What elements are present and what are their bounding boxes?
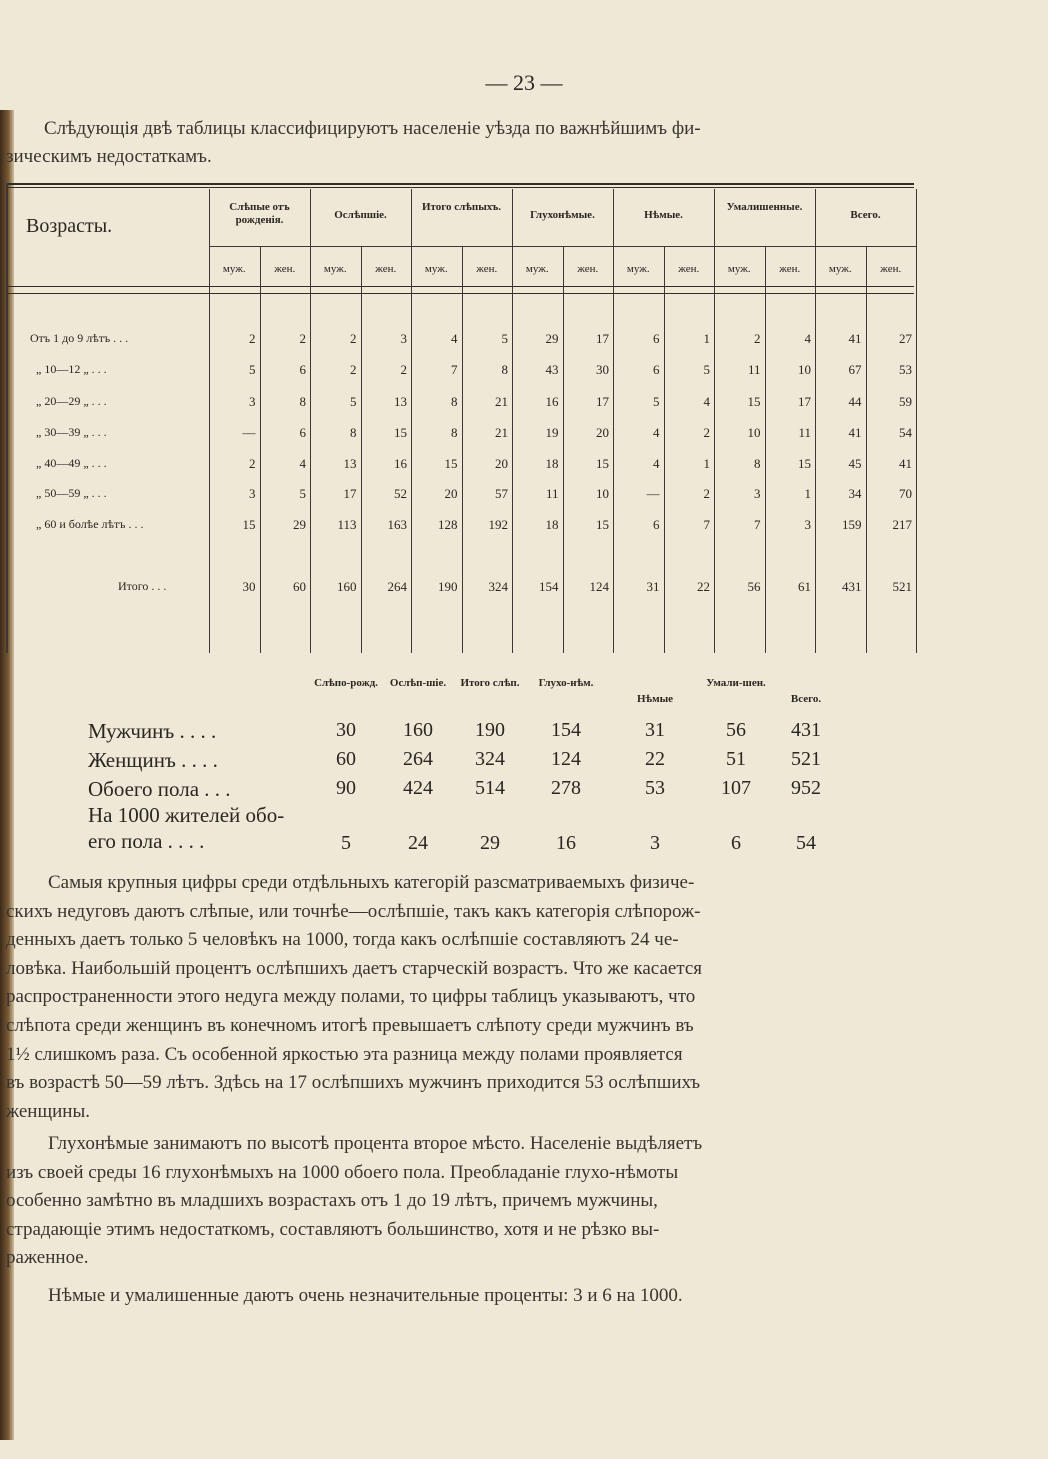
table-cell: 2 — [400, 362, 407, 377]
table-cell: 128 — [438, 517, 458, 532]
column-rule — [866, 247, 867, 653]
summary-cell: 90 — [336, 777, 356, 799]
summary-row-label: На 1000 жителей обо- — [88, 803, 285, 827]
text-line: ловѣка. Наибольшій процентъ ослѣпшихъ даетъ старческій возрастъ. Что же касается — [6, 957, 703, 979]
table-cell: 11 — [798, 425, 811, 440]
summary-cell: 30 — [336, 719, 356, 741]
summary-cell: 431 — [791, 719, 821, 741]
female-subheader: жен. — [577, 263, 599, 275]
summary-cell: 29 — [480, 832, 500, 854]
header-divider — [209, 246, 916, 247]
male-subheader: муж. — [828, 263, 852, 275]
table-cell: 20 — [495, 456, 508, 471]
table-cell: 217 — [892, 517, 912, 532]
group-header: Итого слѣпыхъ. — [421, 201, 502, 213]
table-cell: 4 — [653, 425, 660, 440]
column-rule — [714, 189, 715, 653]
table-cell: 59 — [899, 394, 912, 409]
table-cell: 5 — [653, 394, 660, 409]
column-rule — [209, 189, 210, 653]
text-line: раженное. — [6, 1247, 89, 1269]
summary-header: Ослѣп-шіе. — [389, 677, 447, 689]
text-line: въ возрастѣ 50—59 лѣтъ. Здѣсь на 17 ослѣпшихъ мужчинъ приходится 53 ослѣпшихъ — [6, 1072, 701, 1094]
table-cell: 6 — [299, 425, 306, 440]
table-cell: 70 — [899, 486, 912, 501]
row-label: „ 10—12 „ . . . — [36, 362, 107, 376]
table-cell: 30 — [596, 362, 609, 377]
table-cell: 2 — [703, 486, 710, 501]
table-cell: 15 — [242, 517, 256, 532]
table-cell: 3 — [249, 394, 256, 409]
summary-header: Слѣпо-рожд. — [314, 677, 378, 689]
group-header: Слѣпые отъ рожденія. — [229, 201, 290, 226]
summary-header: Итого слѣп. — [460, 677, 520, 689]
text-line: особенно замѣтно въ младшихъ возрастахъ отъ 1 до 19 лѣтъ, причемъ мужчины, — [6, 1190, 658, 1212]
table-cell: 8 — [754, 456, 761, 471]
summary-cell: 53 — [645, 777, 665, 799]
summary-cell: 124 — [551, 748, 581, 770]
summary-row-label: его пола . . . . — [88, 829, 205, 853]
table-cell: 7 — [451, 362, 458, 377]
text-line: распространенности этого недуга между полами, то цифры таблицъ указываютъ, что — [6, 986, 696, 1008]
table-cell: 52 — [394, 486, 407, 501]
group-header: Всего. — [850, 209, 881, 221]
summary-row-label: Женщинъ . . . . — [88, 748, 218, 772]
total-cell: 521 — [892, 579, 912, 594]
summary-cell: 60 — [336, 748, 356, 770]
row-label: „ 20—29 „ . . . — [36, 394, 107, 408]
table-cell: 4 — [299, 456, 306, 471]
text-line: страдающіе этимъ недостаткомъ, составляютъ большинство, хотя и не рѣзко вы- — [6, 1218, 660, 1240]
group-header: Умалишенные. — [726, 201, 803, 213]
table-cell: 44 — [848, 394, 862, 409]
table-cell: 5 — [350, 394, 357, 409]
table-cell: 2 — [754, 331, 761, 346]
female-subheader: жен. — [375, 263, 397, 275]
table-cell: 6 — [653, 362, 660, 377]
text-line: изъ своей среды 16 глухонѣмыхъ на 1000 обоего пола. Преобладаніе глухо-нѣмоты — [6, 1161, 679, 1183]
summary-cell: 514 — [475, 777, 505, 799]
total-cell: 431 — [842, 579, 862, 594]
disabilities-by-age-table — [6, 183, 914, 656]
table-cell: 6 — [653, 517, 660, 532]
column-rule — [664, 247, 665, 653]
group-header: Ослѣпшіе. — [334, 209, 387, 221]
summary-cell: 31 — [645, 719, 665, 741]
total-cell: 61 — [798, 579, 811, 594]
table-cell: 4 — [451, 331, 458, 346]
summary-cell: 324 — [475, 748, 505, 770]
table-cell: 3 — [754, 486, 761, 501]
summary-header: Глухо-нѣм. — [538, 677, 594, 689]
table-cell: 8 — [451, 394, 458, 409]
column-rule — [765, 247, 766, 653]
row-label: Отъ 1 до 9 лѣтъ . . . — [30, 331, 129, 345]
table-cell: 2 — [703, 425, 710, 440]
summary-cell: 56 — [726, 719, 746, 741]
table-cell: 11 — [545, 486, 559, 501]
table-cell: 2 — [350, 362, 357, 377]
male-subheader: муж. — [727, 263, 751, 275]
page-number: — 23 — — [485, 70, 563, 95]
summary-cell: 278 — [551, 777, 581, 799]
group-header: Глухонѣмые. — [530, 209, 595, 221]
summary-cell: 521 — [791, 748, 821, 770]
male-subheader: муж. — [626, 263, 650, 275]
row-label: „ 60 и болѣе лѣтъ . . . — [36, 517, 144, 531]
table-cell: 2 — [299, 331, 306, 346]
summary-cell: 5 — [341, 832, 351, 854]
table-cell: 1 — [703, 331, 710, 346]
table-cell: 20 — [596, 425, 609, 440]
column-rule — [815, 189, 816, 653]
table-cell: 16 — [545, 394, 559, 409]
text-line: денныхъ даетъ только 5 человѣкъ на 1000, тогда какъ ослѣпшіе составляютъ 24 че- — [6, 929, 679, 951]
row-label: „ 30—39 „ . . . — [36, 425, 107, 439]
table-cell: 8 — [501, 362, 508, 377]
table-cell: 15 — [394, 425, 407, 440]
table-cell: 21 — [495, 425, 508, 440]
female-subheader: жен. — [274, 263, 296, 275]
table-cell: 53 — [899, 362, 912, 377]
male-subheader: муж. — [323, 263, 347, 275]
summary-cell: 190 — [475, 719, 505, 741]
table-cell: 10 — [747, 425, 761, 440]
summary-row-label: Мужчинъ . . . . — [88, 719, 217, 743]
table-cell: 57 — [495, 486, 508, 501]
text-line: Глухонѣмые занимаютъ по высотѣ процента второе мѣсто. Населеніе выдѣляетъ — [48, 1133, 703, 1154]
total-cell: 124 — [589, 579, 609, 594]
table-cell: 2 — [249, 456, 256, 471]
table-cell: 7 — [754, 517, 761, 532]
table-cell: 41 — [899, 456, 912, 471]
table-cell: 13 — [343, 456, 357, 471]
table-cell: 19 — [545, 425, 559, 440]
summary-cell: 952 — [791, 777, 821, 799]
summary-cell: 154 — [551, 719, 581, 741]
table-cell: 3 — [400, 331, 407, 346]
table-cell: 15 — [444, 456, 458, 471]
table-cell: 2 — [249, 331, 256, 346]
group-header: Нѣмые. — [644, 209, 683, 221]
table-cell: 29 — [545, 331, 559, 346]
table-cell: 17 — [596, 394, 609, 409]
column-rule — [310, 189, 311, 653]
total-cell: 324 — [488, 579, 508, 594]
table-cell: 6 — [299, 362, 306, 377]
table-cell: 163 — [387, 517, 407, 532]
table-cell: 17 — [798, 394, 811, 409]
age-column-header: Возрасты. — [26, 215, 113, 237]
table-cell: 18 — [545, 456, 559, 471]
male-subheader: муж. — [525, 263, 549, 275]
table-cell: 3 — [249, 486, 256, 501]
table-cell: 4 — [703, 394, 710, 409]
summary-cell: 51 — [726, 748, 746, 770]
summary-cell: 54 — [796, 832, 816, 854]
table-cell: 13 — [394, 394, 407, 409]
table-cell: 5 — [249, 362, 256, 377]
table-cell: 27 — [899, 331, 912, 346]
table-cell: 15 — [747, 394, 761, 409]
table-cell: 113 — [337, 517, 357, 532]
summary-cell: 16 — [556, 832, 576, 854]
summary-cell: 264 — [403, 748, 433, 770]
column-rule — [512, 189, 513, 653]
summary-header: Всего. — [790, 693, 822, 705]
total-cell: 56 — [747, 579, 761, 594]
female-subheader: жен. — [678, 263, 700, 275]
table-cell: — — [646, 486, 660, 501]
summary-cell: 3 — [650, 832, 660, 854]
table-cell: 17 — [596, 331, 609, 346]
table-cell: 67 — [848, 362, 862, 377]
table-cell: 7 — [703, 517, 710, 532]
total-label: Итого . . . — [118, 579, 167, 593]
column-rule — [462, 247, 463, 653]
column-rule — [411, 189, 412, 653]
table-cell: 16 — [394, 456, 407, 471]
text-line: скихъ недуговъ даютъ слѣпые, или точнѣе—ослѣпшіе, такъ какъ категорія слѣпорож- — [6, 900, 701, 922]
table-cell: 1 — [703, 456, 710, 471]
table-cell: 3 — [804, 517, 811, 532]
row-label: „ 40—49 „ . . . — [36, 456, 107, 470]
table-cell: — — [242, 425, 256, 440]
table-cell: 17 — [343, 486, 357, 501]
summary-cell: 22 — [645, 748, 665, 770]
total-cell: 22 — [697, 579, 710, 594]
table-cell: 34 — [848, 486, 862, 501]
total-cell: 154 — [539, 579, 559, 594]
table-cell: 5 — [501, 331, 508, 346]
table-cell: 5 — [299, 486, 306, 501]
row-label: „ 50—59 „ . . . — [36, 486, 107, 500]
table-cell: 29 — [293, 517, 306, 532]
text-line: Нѣмые и умалишенные даютъ очень незначительные проценты: 3 и 6 на 1000. — [48, 1285, 683, 1306]
male-subheader: муж. — [222, 263, 246, 275]
text-line: Самыя крупныя цифры среди отдѣльныхъ категорій разсматриваемыхъ физиче- — [48, 872, 695, 893]
table-cell: 15 — [596, 456, 609, 471]
table-cell: 8 — [299, 394, 306, 409]
summary-header: Умали-шен. — [706, 677, 766, 689]
text-line: 1½ слишкомъ раза. Съ особенной яркостью эта разница между полами проявляется — [6, 1043, 683, 1065]
summary-cell: 424 — [403, 777, 433, 799]
table-cell: 54 — [899, 425, 912, 440]
total-cell: 264 — [387, 579, 407, 594]
summary-header: Нѣмые — [636, 693, 674, 705]
total-cell: 30 — [242, 579, 256, 594]
total-cell: 31 — [646, 579, 660, 594]
text-line: Слѣдующія двѣ таблицы классифицируютъ населеніе уѣзда по важнѣйшимъ фи- — [44, 118, 701, 139]
table-cell: 15 — [798, 456, 811, 471]
total-cell: 60 — [293, 579, 306, 594]
table-cell: 8 — [451, 425, 458, 440]
total-cell: 160 — [337, 579, 357, 594]
table-cell: 43 — [545, 362, 559, 377]
summary-cell: 160 — [403, 719, 433, 741]
male-subheader: муж. — [424, 263, 448, 275]
table-cell: 6 — [653, 331, 660, 346]
table-cell: 15 — [596, 517, 609, 532]
total-cell: 190 — [438, 579, 458, 594]
text-line: слѣпота среди женщинъ въ конечномъ итогѣ превышаетъ слѣпоту среди мужчинъ въ — [6, 1015, 694, 1036]
column-rule — [260, 247, 261, 653]
table-cell: 192 — [488, 517, 508, 532]
summary-cell: 6 — [731, 832, 741, 854]
table-cell: 10 — [798, 362, 811, 377]
summary-row-label: Обоего пола . . . — [88, 777, 231, 801]
summary-cell: 107 — [721, 777, 751, 799]
table-cell: 18 — [545, 517, 559, 532]
table-cell: 1 — [804, 486, 811, 501]
table-cell: 41 — [848, 425, 862, 440]
table-cell: 8 — [350, 425, 357, 440]
table-cell: 10 — [596, 486, 609, 501]
table-cell: 11 — [747, 362, 761, 377]
female-subheader: жен. — [880, 263, 902, 275]
column-rule — [916, 189, 917, 653]
table-cell: 21 — [495, 394, 508, 409]
table-cell: 4 — [653, 456, 660, 471]
table-cell: 4 — [804, 331, 811, 346]
table-cell: 5 — [703, 362, 710, 377]
table-cell: 41 — [848, 331, 862, 346]
column-rule — [563, 247, 564, 653]
table-cell: 2 — [350, 331, 357, 346]
column-rule — [613, 189, 614, 653]
table-cell: 20 — [444, 486, 458, 501]
text-line: зическимъ недостаткамъ. — [6, 146, 212, 167]
summary-cell: 24 — [408, 832, 428, 854]
female-subheader: жен. — [779, 263, 801, 275]
table-cell: 159 — [842, 517, 862, 532]
column-rule — [361, 247, 362, 653]
text-line: женщины. — [6, 1100, 90, 1122]
table-cell: 45 — [848, 456, 862, 471]
female-subheader: жен. — [476, 263, 498, 275]
